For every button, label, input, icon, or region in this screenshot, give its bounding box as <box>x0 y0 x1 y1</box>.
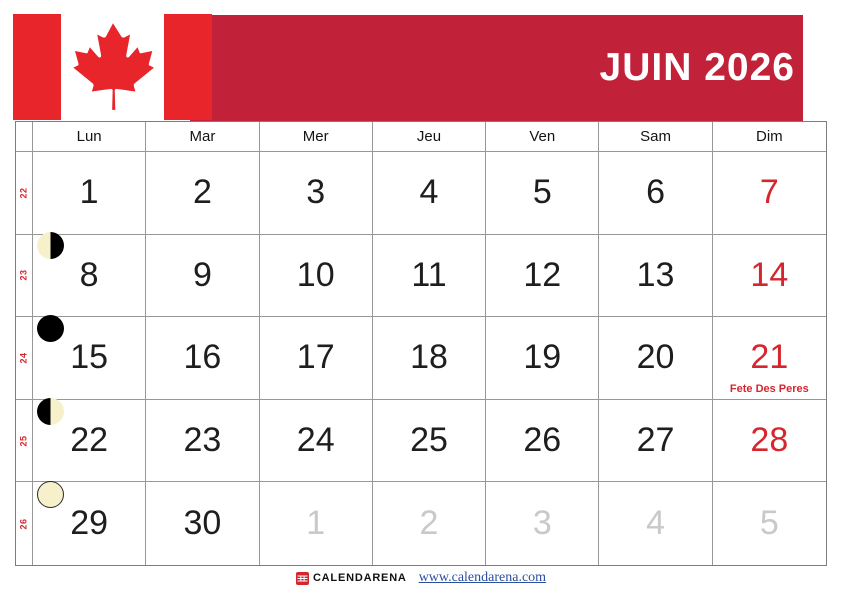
flag-left-band <box>13 14 61 120</box>
dow-header-jeu: Jeu <box>373 122 486 152</box>
dow-header-mer: Mer <box>260 122 373 152</box>
calendar-grid <box>15 121 827 566</box>
moon-new-icon <box>37 315 64 342</box>
day-cell: 12 <box>486 235 599 318</box>
day-cell: 27 <box>599 400 712 483</box>
day-cell: 5 <box>486 152 599 235</box>
website-link[interactable]: www.calendarena.com <box>418 570 547 585</box>
page-title: JUIN 2026 <box>599 46 795 89</box>
day-cell-fathers-day: 21 Fete Des Peres <box>713 317 826 400</box>
day-cell: 29 <box>33 482 146 565</box>
day-cell: 11 <box>373 235 486 318</box>
day-cell: 24 <box>260 400 373 483</box>
day-cell: 17 <box>260 317 373 400</box>
day-cell: 23 <box>146 400 259 483</box>
canada-flag <box>13 14 212 120</box>
day-cell: 6 <box>599 152 712 235</box>
day-cell: 3 <box>260 152 373 235</box>
day-cell: 2 <box>146 152 259 235</box>
day-cell: 15 <box>33 317 146 400</box>
flag-center <box>61 14 164 120</box>
day-cell: 8 <box>33 235 146 318</box>
day-cell: 10 <box>260 235 373 318</box>
dow-header-dim: Dim <box>713 122 826 152</box>
holiday-label: Fete Des Peres <box>729 382 809 395</box>
day-cell: 26 <box>486 400 599 483</box>
day-cell-sunday: 14 <box>713 235 826 318</box>
dow-header-sam: Sam <box>599 122 712 152</box>
title-band <box>190 15 803 121</box>
day-cell: 16 <box>146 317 259 400</box>
day-cell: 1 <box>33 152 146 235</box>
week-number: 25 <box>16 400 33 483</box>
day-cell-sunday: 7 <box>713 152 826 235</box>
dow-header-ven: Ven <box>486 122 599 152</box>
maple-leaf-icon <box>67 21 159 113</box>
week-number: 26 <box>16 482 33 565</box>
flag-right-band <box>164 14 212 120</box>
moon-first-quarter-icon <box>37 398 64 425</box>
calendar-icon <box>296 572 309 585</box>
day-cell: 20 <box>599 317 712 400</box>
moon-last-quarter-icon <box>37 232 64 259</box>
day-cell-next-month: 2 <box>373 482 486 565</box>
week-number: 24 <box>16 317 33 400</box>
brand <box>296 572 407 585</box>
moon-full-icon <box>37 481 64 508</box>
week-col-header <box>16 122 33 152</box>
day-cell-next-month: 1 <box>260 482 373 565</box>
dow-header-lun: Lun <box>33 122 146 152</box>
day-cell: 13 <box>599 235 712 318</box>
week-number: 22 <box>16 152 33 235</box>
day-cell: 19 <box>486 317 599 400</box>
day-cell: 30 <box>146 482 259 565</box>
day-cell: 4 <box>373 152 486 235</box>
day-cell: 18 <box>373 317 486 400</box>
day-cell: 9 <box>146 235 259 318</box>
dow-header-mar: Mar <box>146 122 259 152</box>
day-cell-sunday: 28 <box>713 400 826 483</box>
week-number: 23 <box>16 235 33 318</box>
day-cell-next-month: 5 <box>713 482 826 565</box>
day-cell: 22 <box>33 400 146 483</box>
day-cell-next-month: 3 <box>486 482 599 565</box>
brand-name: CALENDARENA <box>312 572 407 584</box>
day-cell-next-month: 4 <box>599 482 712 565</box>
day-cell: 25 <box>373 400 486 483</box>
footer <box>0 567 842 589</box>
